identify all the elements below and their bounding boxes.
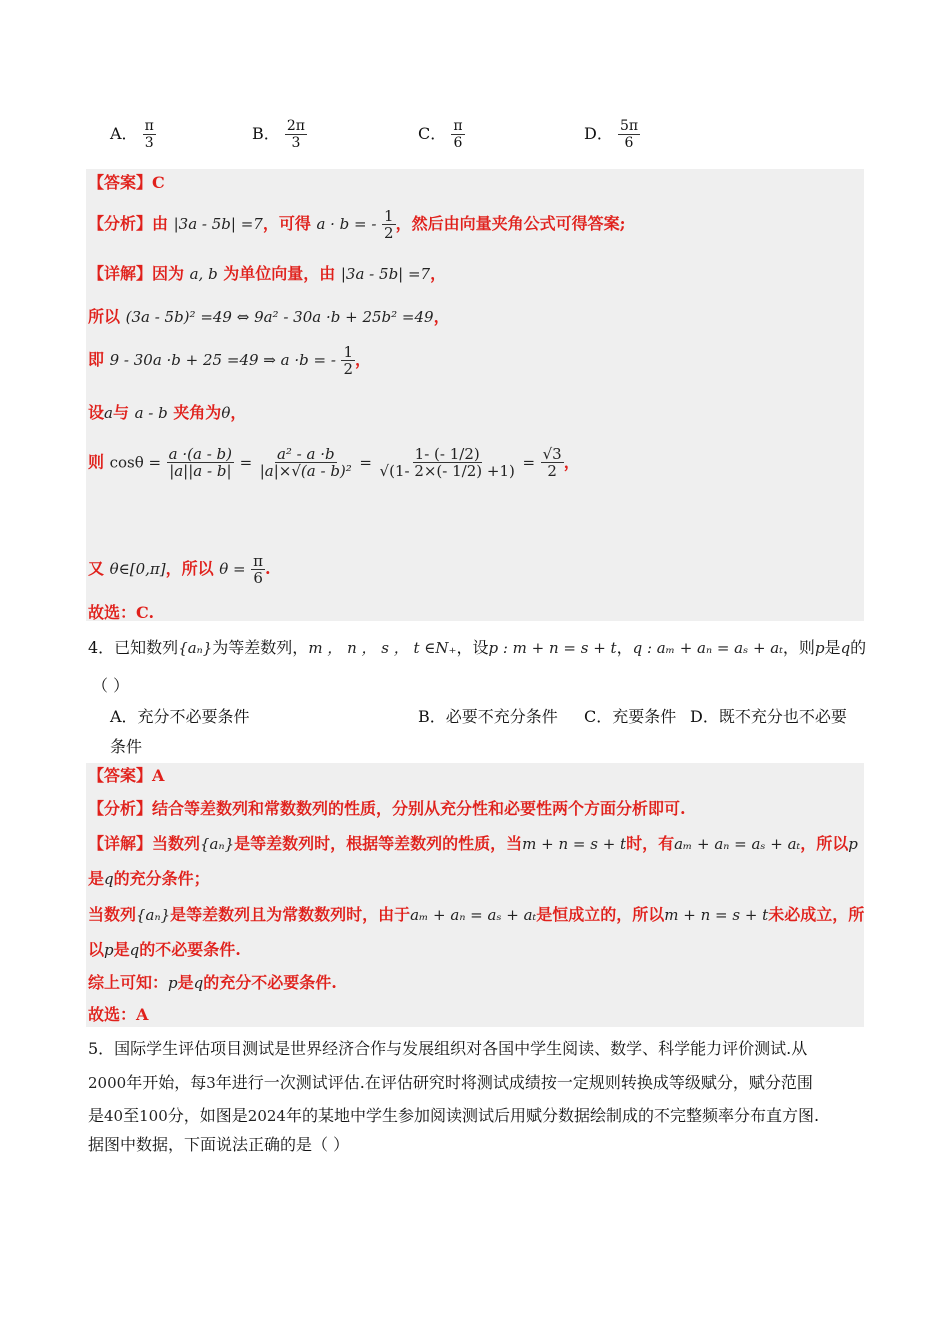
- q5-line3: 是40至100分，如图是2024年的某地中学生参加阅读测试后用赋分数据绘制成的不完整频率分布直方图.: [88, 1106, 820, 1125]
- q3-detail-line5: 则 cosθ = $\frac{a \cdot(a - b)}{|a||a - b|}$ = $\frac{\text{a² - a ·b}}{\text{|a|×√(a - b)²}}$ = $\frac{1- (- 1/2)}{√(1- 2\times(- 1/2) +1)}$ = $\frac{√3}{2}$ ，: [88, 445, 580, 480]
- q3-option-d-fraction: $\frac{5\pi}{6}$: [619, 118, 639, 151]
- q4-detail-line3: 当数列{aₙ}是等差数列且为常数数列时，由于aₘ + aₙ = aₛ + aₜ是恒成立的，所以m + n = s + t未必成立，所: [88, 905, 865, 924]
- q3-option-c[interactable]: C． $\frac{\pi}{6}$: [418, 118, 463, 151]
- q3-analysis-fraction: $\frac{1}{2}$: [384, 207, 394, 242]
- q3-detail-line6: 又 θ∈[0,π]，所以 θ = $\frac{\pi}{6}$ .: [88, 552, 271, 587]
- q3-option-b-fraction: $\frac{2\pi}{3}$: [286, 118, 305, 151]
- q4-analysis: 【分析】结合等差数列和常数数列的性质，分别从充分性和必要性两个方面分析即可.: [88, 799, 686, 818]
- q4-option-d[interactable]: D．既不充分也不必要: [690, 707, 847, 726]
- q3-detail-line4: 设a与 a - b 夹角为θ，: [88, 403, 247, 422]
- q3-line3-fraction: $\frac{1}{2}$: [343, 343, 354, 378]
- q3-option-a[interactable]: A． $\frac{\pi}{3}$: [110, 118, 154, 151]
- q3-option-c-fraction: $\frac{\pi}{6}$: [453, 118, 463, 151]
- q3-cos-fraction-1: $\frac{a \cdot(a - b)}{|a||a - b|}$: [168, 445, 233, 480]
- q3-cos-fraction-3: $\frac{1- (- 1/2)}{√(1- 2\times(- 1/2) +1)}$: [379, 445, 515, 480]
- q5-line1: 5．国际学生评估项目测试是世界经济合作与发展组织对各国中学生阅读、数学、科学能力评价测试.从: [88, 1039, 808, 1058]
- q4-detail-line4: 以p是q的不必要条件.: [88, 940, 241, 959]
- q4-detail-line5: 综上可知：p是q的充分不必要条件.: [88, 973, 337, 992]
- q3-answer: 【答案】C: [88, 173, 165, 192]
- q4-option-a[interactable]: A．充分不必要条件: [110, 707, 250, 726]
- q3-choose: 故选：C.: [88, 603, 155, 622]
- q5-line4: 据图中数据，下面说法正确的是（ ）: [88, 1135, 350, 1154]
- q4-paren: （ ）: [92, 676, 130, 695]
- q3-detail-line3: 即 9 - 30a ·b + 25 =49 ⇒ a ·b = - $\frac{1}{2}$ ，: [88, 343, 372, 378]
- q3-detail-line1: 【详解】因为 a, b 为单位向量，由 |3a - 5b| =7，: [88, 264, 447, 283]
- q3-analysis: 【分析】由 |3a - 5b| =7，可得 a · b = - $\frac{1}{2}$ ，然后由向量夹角公式可得答案;: [88, 207, 626, 242]
- q4-option-d-continued: 条件: [110, 737, 143, 756]
- q3-option-a-fraction: $\frac{\pi}{3}$: [144, 118, 154, 151]
- q3-cos-fraction-2: $\frac{\text{a² - a ·b}}{\text{|a|×√(a - b)²}}$: [259, 445, 352, 480]
- q5-line2: 2000年开始，每3年进行一次测试评估.在评估研究时将测试成绩按一定规则转换成等级赋分，赋分范围: [88, 1073, 813, 1092]
- q3-line6-fraction: $\frac{\pi}{6}$: [253, 552, 264, 587]
- q3-cos-fraction-4: $\frac{√3}{2}$: [542, 445, 562, 480]
- q4-stem: 4．已知数列{aₙ}为等差数列，m ， n ， s ， t ∈N₊，设p : m + n = s + t，q : aₘ + aₙ = aₛ + aₜ，则p是q的: [88, 638, 867, 657]
- q3-option-b[interactable]: B． $\frac{2\pi}{3}$: [252, 118, 305, 151]
- q4-answer: 【答案】A: [88, 766, 165, 785]
- q4-detail-line2: 是q的充分条件；: [88, 869, 210, 888]
- q4-detail-line1: 【详解】当数列{aₙ}是等差数列时，根据等差数列的性质，当m + n = s + t时，有aₘ + aₙ = aₛ + aₜ，所以p: [88, 834, 858, 853]
- q4-choose: 故选：A: [88, 1005, 149, 1024]
- q3-detail-line2: 所以 (3a - 5b)² =49 ⇔ 9a² - 30a ·b + 25b² =49，: [88, 307, 450, 326]
- q3-option-d[interactable]: D． $\frac{5\pi}{6}$: [584, 118, 639, 151]
- q4-option-c[interactable]: C．充要条件: [584, 707, 677, 726]
- q4-option-b[interactable]: B．必要不充分条件: [418, 707, 558, 726]
